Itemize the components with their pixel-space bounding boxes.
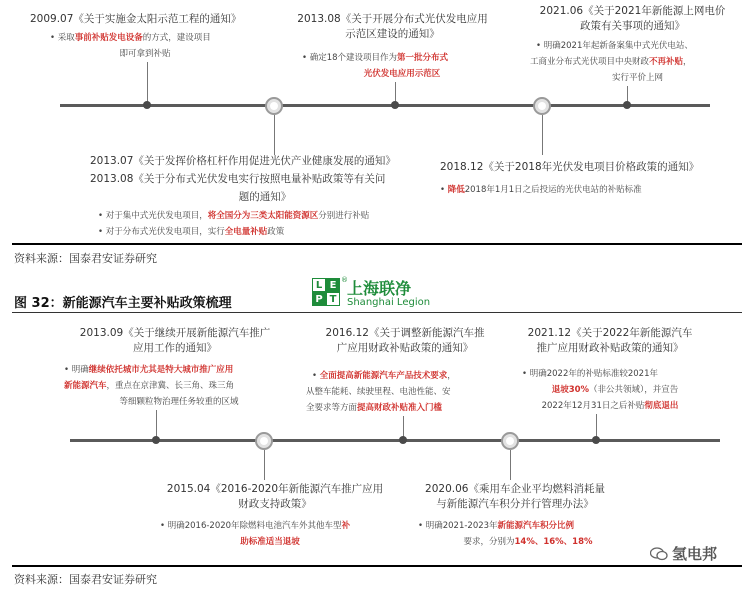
node-2013-07 (265, 97, 283, 115)
logo-letter-e: E (326, 278, 340, 292)
text-segment: ，重点在京津冀、长三角、珠三角 (106, 381, 235, 391)
logo: L E P T ® 上海联净 Shanghai Legion (312, 276, 462, 312)
rich-text (306, 403, 442, 413)
node-2020-06 (501, 432, 519, 450)
highlight-text: 第一批分布式 (397, 53, 449, 63)
highlight-text: 14%、16%、18% (514, 537, 593, 547)
timeline-1 (60, 104, 710, 107)
divider (12, 243, 742, 245)
rich-text (64, 381, 234, 391)
rich-text (530, 57, 692, 67)
event-2015-04: 2015.04《2016-2020年新能源汽车推广应用 财政支持政策》 (166, 483, 384, 510)
node-2013-09 (152, 436, 160, 444)
text-segment: （非公共领域），并宣告 (589, 385, 679, 395)
rich-text (418, 521, 574, 531)
text-segment: ， (683, 57, 692, 67)
event-2018-12: 2018.12《关于2018年光伏发电项目价格政策的通知》 (440, 161, 700, 173)
text-segment: • 明确 (64, 365, 89, 375)
text-segment: 2022年12月31日之后补贴 (541, 401, 645, 411)
event-2016-12: 2016.12《关于调整新能源汽车推 广应用财政补贴政策的通知》 (325, 327, 485, 354)
text-segment: • 采取 (50, 33, 75, 43)
rich-text (50, 33, 211, 43)
node-2015-04 (255, 432, 273, 450)
node-2021-06 (623, 101, 631, 109)
event-2013-09: 2013.09《关于继续开展新能源汽车推广 应用工作的通知》 (79, 327, 271, 354)
event-2020-06: 2020.06《乘用车企业平均燃料消耗量 与新能源汽车积分并行管理办法》 (425, 483, 605, 510)
text-segment: • (312, 371, 320, 381)
highlight-text: 全面提高新能源汽车产品技术要求 (319, 371, 448, 381)
text-segment: • 明确2021-2023年 (418, 521, 498, 531)
source-note-1: 资料来源：国泰君安证券研究 (14, 252, 157, 265)
node-2013-08 (391, 101, 399, 109)
text-segment: 要求，分别为 (463, 537, 515, 547)
rich-text (160, 521, 350, 531)
highlight-text: 新能源汽车积分比例 (497, 521, 575, 531)
rich-text (64, 365, 233, 375)
node-2016-12 (399, 436, 407, 444)
event-2013-07: 2013.07《关于发挥价格杠杆作用促进光伏产业健康发展的通知》 (90, 155, 396, 167)
highlight-text: 事前补贴发电设备 (74, 33, 143, 43)
highlight-text: 新能源汽车 (64, 381, 107, 391)
highlight-text: 全电量补贴 (224, 227, 268, 237)
text-segment: • (440, 185, 448, 195)
text-segment: • 明确2016-2020年除燃料电池汽车外其他车型 (160, 521, 342, 531)
node-2018-12 (533, 97, 551, 115)
rich-text (552, 385, 679, 395)
text-segment: 工商业分布式光伏项目中央财政 (530, 57, 650, 67)
logo-letter-l: L (312, 278, 326, 292)
logo-letter-t: T (326, 292, 340, 306)
logo-letter-p: P (312, 292, 326, 306)
divider-2 (12, 565, 742, 567)
rich-text (240, 537, 300, 547)
node-2021-12 (592, 436, 600, 444)
text-segment: • 确定18个建设项目作为 (302, 53, 398, 63)
highlight-text: 彻底退出 (644, 401, 679, 411)
node-2009-07 (143, 101, 151, 109)
text-segment: 全要求等方面 (306, 403, 358, 413)
figure-title: 图 32：新能源汽车主要补贴政策梳理 (14, 296, 232, 311)
highlight-text: 继续依托城市尤其是特大城市推广应用 (88, 365, 234, 375)
text-segment: ， (447, 371, 456, 381)
highlight-text: 不再补贴 (649, 57, 684, 67)
event-2009-07-bullet (50, 30, 280, 46)
text-segment: • 对于集中式光伏发电项目， (98, 211, 208, 221)
rich-text (312, 371, 456, 381)
rich-text (98, 227, 284, 237)
highlight-text: 补 (341, 521, 351, 531)
logo-en: Shanghai Legion (347, 297, 431, 308)
logo-cn: 上海联净 (347, 279, 412, 298)
event-2013-08-top: 2013.08《关于开展分布式光伏发电应用 示范区建设的通知》 (297, 13, 488, 40)
highlight-text: 提高财政补贴准入门槛 (357, 403, 443, 413)
text-segment: 2018年1月1日之后投运的光伏电站的补贴标准 (464, 185, 642, 195)
rich-text (440, 185, 642, 195)
event-2021-06: 2021.06《关于2021年新能源上网电价 政策有关事项的通知》 (539, 5, 726, 32)
text-segment: 分别进行补贴 (318, 211, 370, 221)
rich-text (302, 53, 448, 63)
rich-text (463, 537, 592, 547)
event-2009-07: 2009.07《关于实施金太阳示范工程的通知》 (30, 13, 242, 25)
text-segment: 政策 (267, 227, 285, 237)
source-note-2: 资料来源：国泰君安证券研究 (14, 573, 157, 586)
highlight-text: 退坡30% (551, 385, 590, 395)
text-segment: • 对于分布式光伏发电项目，实行 (98, 227, 225, 237)
rich-text (98, 211, 369, 221)
event-2021-12: 2021.12《关于2022年新能源汽车 推广应用财政补贴政策的通知》 (527, 327, 693, 354)
timeline-2 (70, 439, 720, 442)
text-segment: 的方式，建设项目 (142, 33, 211, 43)
highlight-text: 助标准适当退坡 (240, 537, 300, 547)
watermark: 氢电邦 (672, 545, 718, 563)
rich-text (542, 401, 679, 411)
highlight-text: 降低 (447, 185, 465, 195)
wechat-icon (650, 546, 668, 560)
highlight-text: 将全国分为三类太阳能资源区 (207, 211, 319, 221)
